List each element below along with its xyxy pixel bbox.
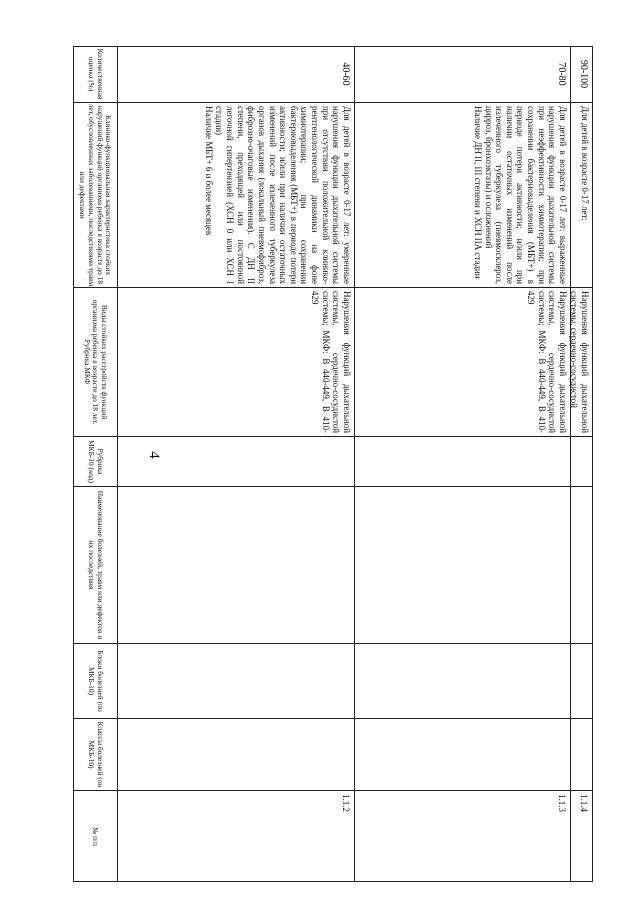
blocks-header: Блоки болезней (по МКБ-10) (87, 650, 105, 712)
types-header: Виды стойких расстройств функций организма ребенка в возрасте до 18 лет. Рубрика МКФ (82, 299, 110, 425)
types-cell: Нарушения функций дыхательной системы, сердечно-сосудистой системы; МКФ: В 440-449, В 410-429 (526, 291, 568, 433)
characteristics-header: Клинико-функциональная характеристика стойких нарушений функций организма ребенка в возрасте до 18 лет, обусловленных заболеваниями, последствиями травм или дефектами (78, 103, 114, 287)
table-row (355, 46, 570, 102)
table-row (571, 46, 592, 102)
number-cell: 1.1.4 (579, 794, 589, 812)
characteristics-text: Наличие ДН II, III степени и ХСН IIА стадии (472, 106, 483, 279)
characteristics-cell (470, 103, 570, 287)
number-cell: 1.1.2 (341, 794, 351, 812)
score-header-cell (73, 46, 117, 102)
classes-header: Классы болезней (по МКБ-10) (87, 721, 105, 788)
characteristics-text: Для детей в возрасте 0-17 лет: умеренные нарушения функции дыхательной системы при отсутствии положительной клинико-рентгенологической динамики на фоне химиотерапии; при сохранении бактериовыделения (МБТ+) в периоде потери активности; и/или при наличии остаточных изменений после излеченного туберкулеза органов дыхания (локальный пневмофиброз, фиброзно-очаговые изменения). С ДН II степени, преходящей или постоянной легочной гипертензией (ХСН 0 или ХСН I стадии) (214, 106, 352, 284)
disease-name-header: Наименование болезней, травм или дефектов и их последствия (87, 490, 105, 640)
score-header: Количественная оценка (%) (87, 48, 105, 100)
score-cell: 70-80 (556, 62, 567, 86)
types-cell: Нарушения функций дыхательной системы, сердечно-сосудистой (569, 291, 590, 433)
page-number: 4 (146, 451, 162, 459)
characteristics-cell (201, 103, 354, 287)
number-header: № п/п (91, 827, 101, 846)
rubric-header: Рубрика МКБ-10 (код) (87, 440, 105, 483)
score-cell: 40-60 (340, 62, 351, 86)
characteristics-cell: Для детей в возрасте 0-17 лет: (580, 106, 590, 221)
characteristics-text: Наличие МБТ+ 6 и более месяцев (203, 106, 214, 236)
characteristics-text: Для детей в возрасте 0-17 лет: выраженные нарушения функции дыхательной системы при неэффективности химиотерапии; при сохранении бактериовыделения (МБТ+) в периоде потери активности; и/или при наличии остаточных изменений после излеченного туберкулеза (пневмосклероз, цирроз, бронхоэктазы) и осложнений (483, 106, 568, 284)
table-grid (73, 46, 593, 882)
types-cell: Нарушения функций дыхательной системы, сердечно-сосудистой системы; МКФ: В 440-449, В 410-429 (310, 291, 352, 433)
number-cell: 1.1.3 (557, 794, 567, 812)
score-cell: 90-100 (578, 59, 589, 89)
table-row (118, 46, 354, 102)
